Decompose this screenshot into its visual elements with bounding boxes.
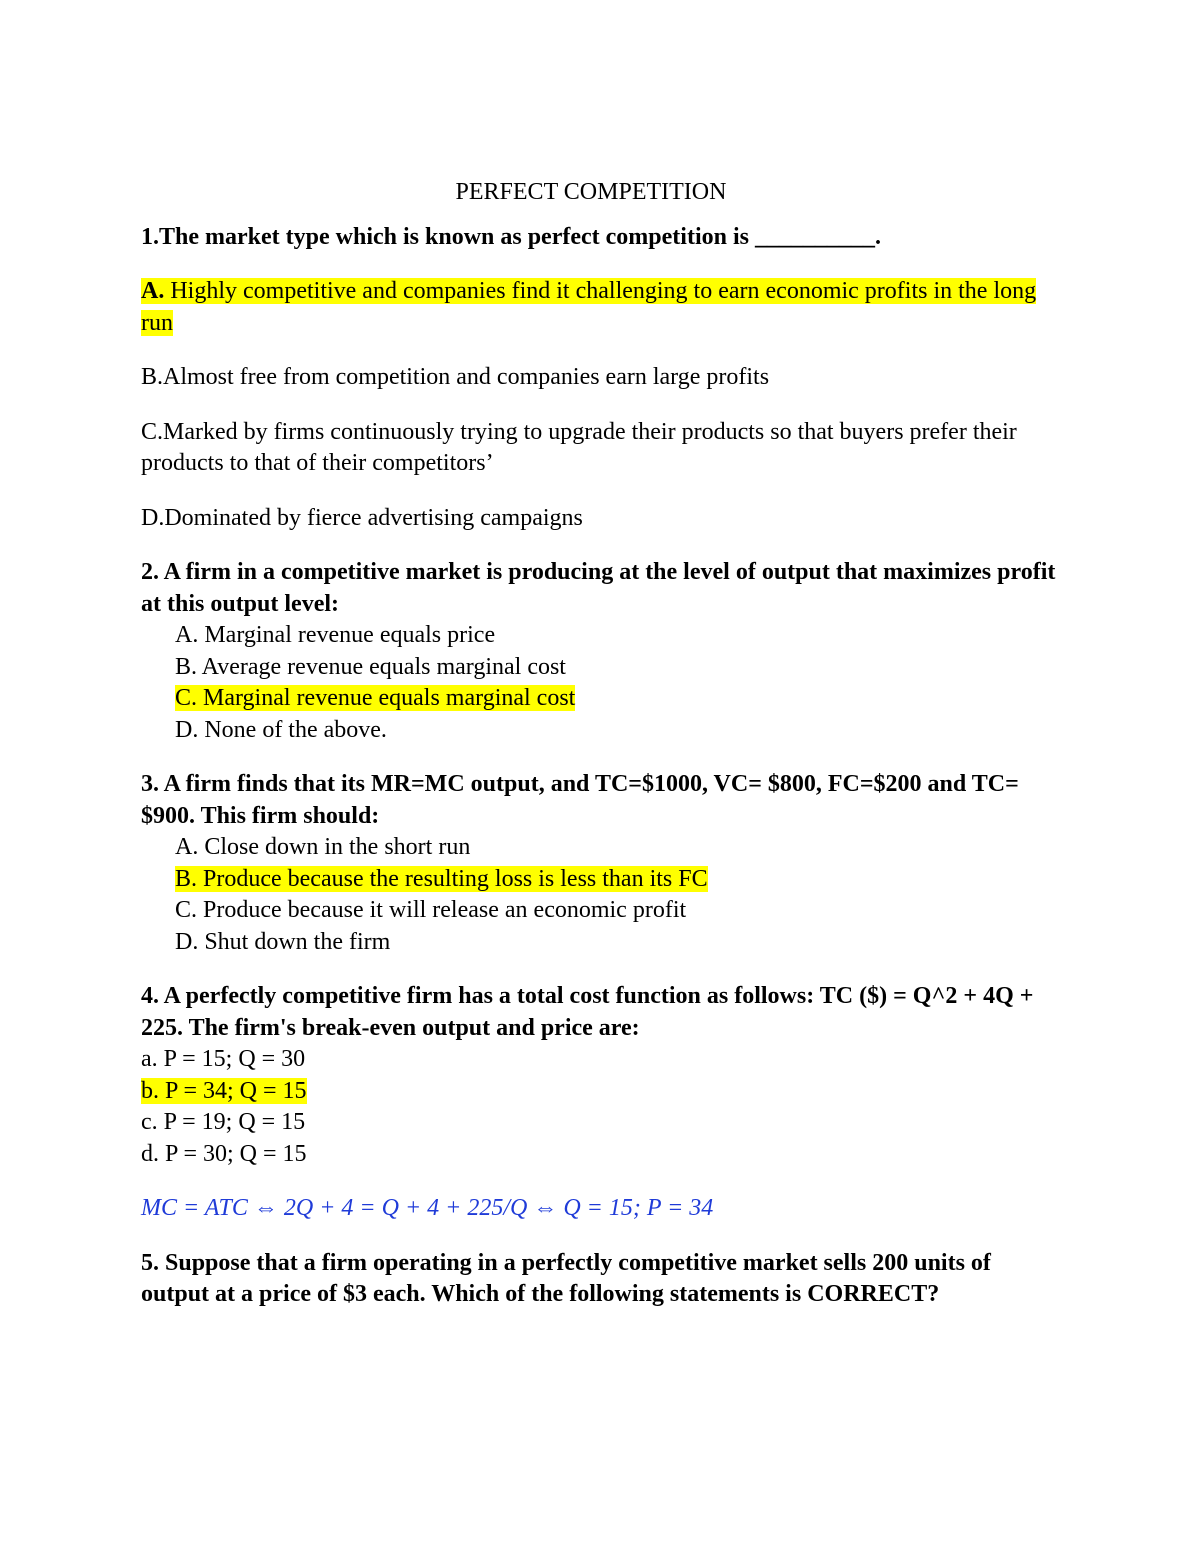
question-2-option-d: D. None of the above.	[175, 716, 387, 743]
question-1-option-a-text: Highly competitive and companies find it challenging to earn economic profits in the long run	[141, 278, 1037, 336]
question-2-option-c-highlight: C. Marginal revenue equals marginal cost	[175, 685, 576, 711]
question-4-option-d: d. P = 30; Q = 15	[141, 1140, 307, 1167]
question-2-option-c	[141, 683, 1061, 715]
question-3-option-b	[141, 864, 1061, 896]
question-1-option-b: B.Almost free from competition and companies earn large profits	[141, 364, 770, 390]
question-3-option-c: C. Produce because it will release an economic profit	[175, 897, 687, 923]
question-4-option-b	[141, 1076, 1061, 1108]
question-2-option-b: B. Average revenue equals marginal cost	[175, 653, 566, 680]
question-2-stem: 2. A firm in a competitive market is producing at the level of output that maximizes profit at this output level:	[141, 559, 1056, 617]
question-2-option-a: A. Marginal revenue equals price	[175, 622, 496, 648]
question-4-stem: 4. A perfectly competitive firm has a total cost function as follows: TC ($) = Q^2 + 4Q + 225. The firm's break-even output and price are:	[141, 983, 1034, 1041]
question-3-stem: 3. A firm finds that its MR=MC output, and TC=$1000, VC= $800, FC=$200 and TC= $900. This firm should:	[141, 771, 1019, 829]
question-3-option-d: D. Shut down the firm	[175, 928, 391, 955]
question-1-option-d: D.Dominated by fierce advertising campaigns	[141, 504, 583, 531]
question-4-option-b-highlight: b. P = 34; Q = 15	[141, 1077, 307, 1104]
question-5-stem: 5. Suppose that a firm operating in a perfectly competitive market sells 200 units of output at a price of $3 each. Which of the following statements is CORRECT?	[141, 1249, 991, 1307]
question-3-option-a: A. Close down in the short run	[175, 834, 471, 860]
page-title: PERFECT COMPETITION	[455, 179, 727, 205]
question-1-option-a	[141, 276, 1061, 339]
question-4-solution-formula: MC = ATC ⇔ 2Q + 4 = Q + 4 + 225/Q ⇔ Q = 15; P = 34	[141, 1195, 714, 1221]
question-1-stem: 1.The market type which is known as perfect competition is __________.	[141, 223, 881, 250]
question-1-option-a-prefix: A.	[141, 278, 165, 304]
question-1-option-c: C.Marked by firms continuously trying to upgrade their products so that buyers prefer their products to that of their competitors’	[141, 418, 1017, 476]
question-3-option-b-highlight: B. Produce because the resulting loss is less than its FC	[175, 865, 708, 892]
question-4-option-c: c. P = 19; Q = 15	[141, 1109, 306, 1135]
document-body	[141, 177, 1061, 1311]
question-4-option-a: a. P = 15; Q = 30	[141, 1046, 306, 1072]
